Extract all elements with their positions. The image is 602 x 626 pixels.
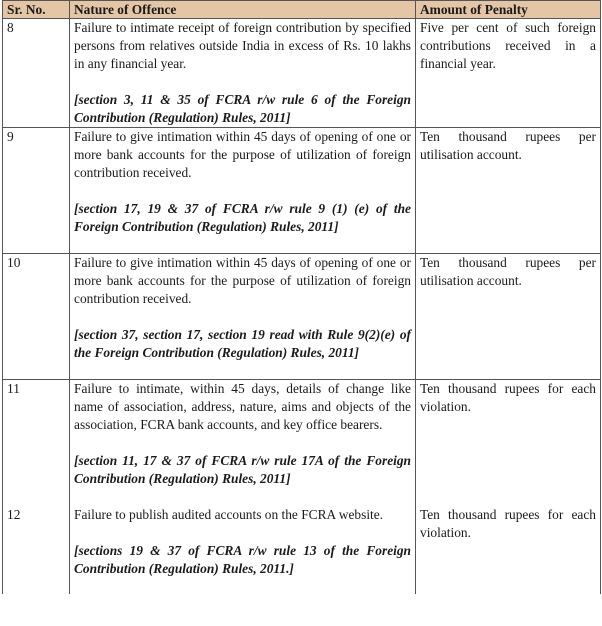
penalty-cell bbox=[416, 380, 601, 507]
legal-reference: [section 11, 17 & 37 of FCRA r/w rule 17A of the Foreign Contribution (Regulation) Rules, 2011] bbox=[74, 453, 411, 486]
sr-no-cell: 12 bbox=[3, 506, 70, 594]
nature-cell bbox=[70, 380, 416, 507]
table-row bbox=[3, 506, 601, 594]
penalty-text: Ten thousand rupees for each violation. bbox=[420, 507, 596, 540]
legal-reference: [section 37, section 17, section 19 read with Rule 9(2)(e) of the Foreign Contribution (Regulation) Rules, 2011] bbox=[74, 327, 411, 360]
nature-cell bbox=[70, 506, 416, 594]
penalty-text: Ten thousand rupees for each violation. bbox=[420, 381, 596, 414]
penalty-cell bbox=[416, 506, 601, 594]
table-row bbox=[3, 380, 601, 507]
penalty-cell bbox=[416, 128, 601, 254]
offence-description: Failure to give intimation within 45 days of opening of one or more bank accounts for the purpose of utilization of foreign contribution received. bbox=[74, 129, 411, 180]
nature-cell bbox=[70, 254, 416, 380]
nature-cell bbox=[70, 128, 416, 254]
penalty-text: Ten thousand rupees per utilisation account. bbox=[420, 255, 596, 288]
legal-reference: [section 17, 19 & 37 of FCRA r/w rule 9 (1) (e) of the Foreign Contribution (Regulation) Rules, 2011] bbox=[74, 201, 411, 234]
header-nature-of-offence: Nature of Offence bbox=[70, 1, 416, 19]
table-row bbox=[3, 19, 601, 128]
table-row bbox=[3, 128, 601, 254]
penalty-text: Ten thousand rupees per utilisation account. bbox=[420, 129, 596, 162]
header-amount-of-penalty: Amount of Penalty bbox=[416, 1, 601, 19]
penalty-table bbox=[2, 0, 601, 594]
legal-reference: [sections 19 & 37 of FCRA r/w rule 13 of the Foreign Contribution (Regulation) Rules, 2011.] bbox=[74, 543, 411, 576]
sr-no-cell: 8 bbox=[3, 19, 70, 128]
penalty-text: Five per cent of such foreign contributions received in a financial year. bbox=[420, 20, 596, 71]
penalty-cell bbox=[416, 19, 601, 128]
penalty-cell bbox=[416, 254, 601, 380]
table-header-row bbox=[3, 1, 601, 19]
header-sr-no: Sr. No. bbox=[3, 1, 70, 19]
sr-no-cell: 11 bbox=[3, 380, 70, 507]
sr-no-cell: 10 bbox=[3, 254, 70, 380]
offence-description: Failure to intimate receipt of foreign contribution by specified persons from relatives outside India in excess of Rs. 10 lakhs in any financial year. bbox=[74, 20, 411, 71]
offence-description: Failure to give intimation within 45 days of opening of one or more bank accounts for the purpose of utilization of foreign contribution received. bbox=[74, 255, 411, 306]
legal-reference: [section 3, 11 & 35 of FCRA r/w rule 6 of the Foreign Contribution (Regulation) Rules, 2011] bbox=[74, 92, 411, 125]
offence-description: Failure to intimate, within 45 days, details of change like name of association, address, nature, aims and objects of the association, FCRA bank accounts, and key office bearers. bbox=[74, 381, 411, 432]
sr-no-cell: 9 bbox=[3, 128, 70, 254]
table-row bbox=[3, 254, 601, 380]
offence-description: Failure to publish audited accounts on the FCRA website. bbox=[74, 507, 384, 522]
nature-cell bbox=[70, 19, 416, 128]
